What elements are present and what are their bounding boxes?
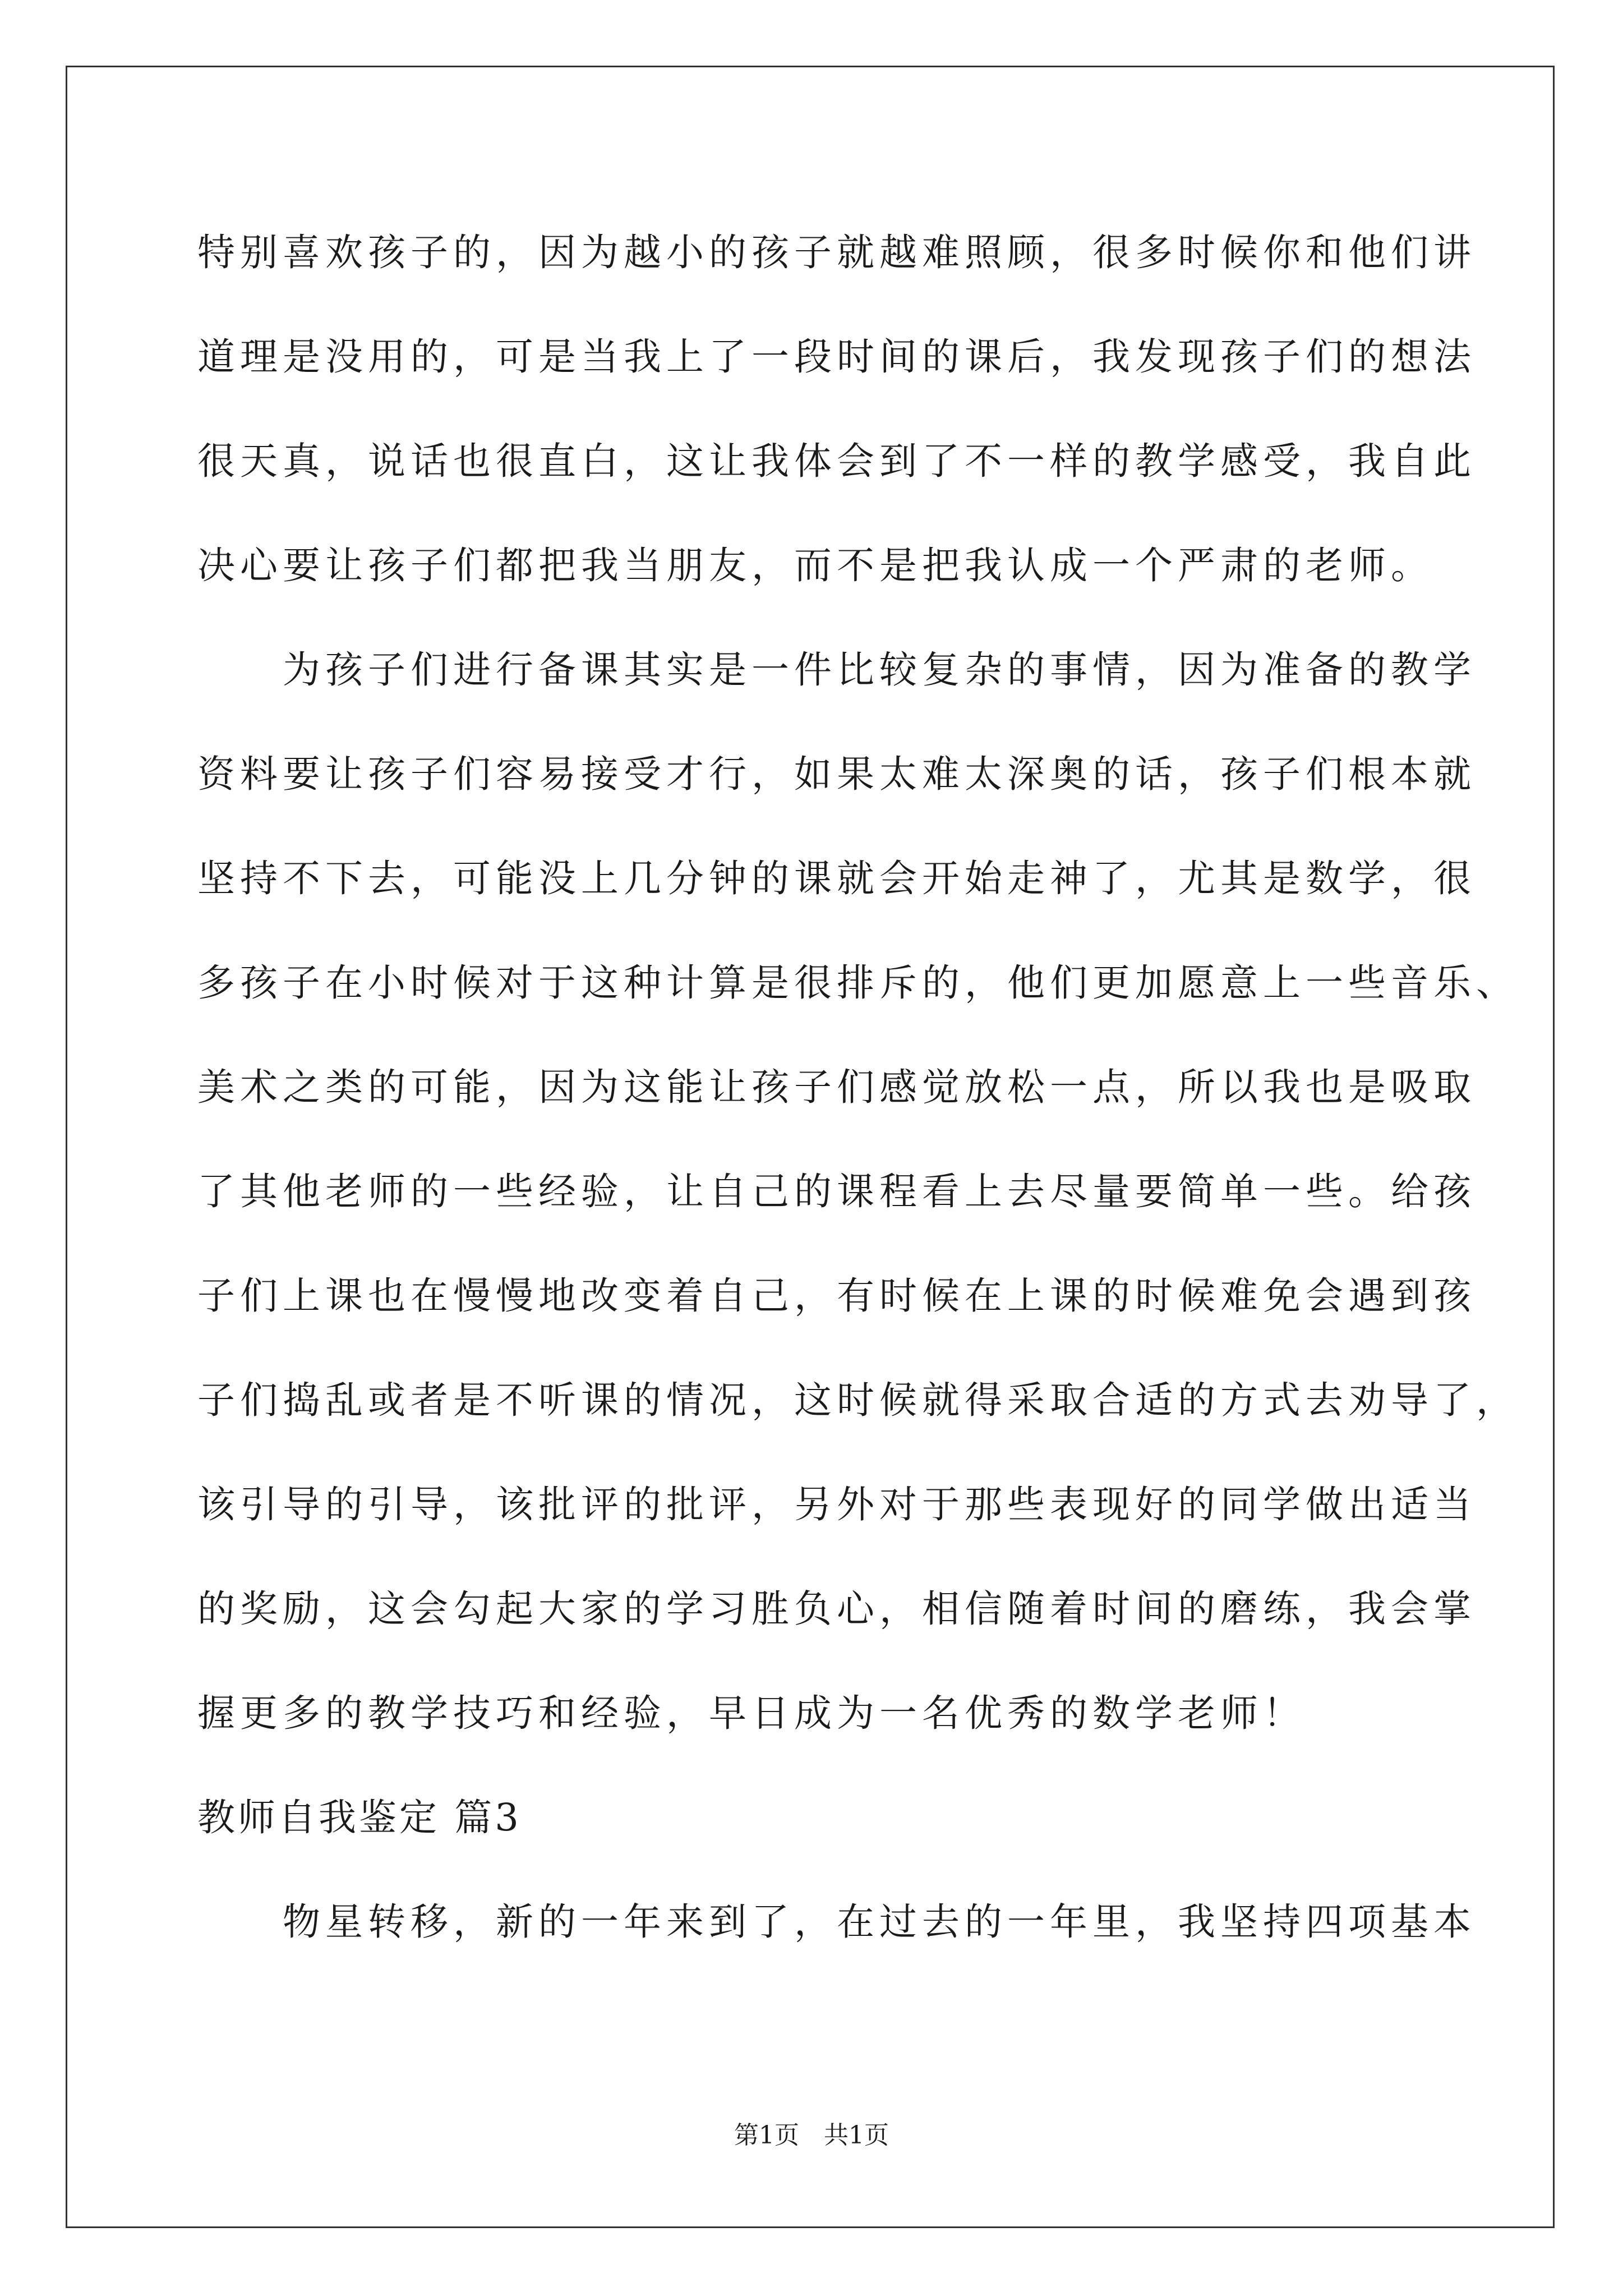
text-line: 多孩子在小时候对于这种计算是很排斥的，他们更加愿意上一些音乐、: [197, 961, 1519, 1005]
page-footer: 第1页 共1页: [734, 2121, 889, 2150]
text-line: 子们上课也在慢慢地改变着自己，有时候在上课的时候难免会遇到孩: [197, 1274, 1476, 1318]
text-line: 的奖励，这会勾起大家的学习胜负心，相信随着时间的磨练，我会掌: [197, 1587, 1476, 1631]
paragraph-2: [197, 636, 1519, 1784]
text-line: 物星转移，新的一年来到了，在过去的一年里，我坚持四项基本: [283, 1900, 1476, 1944]
text-line: 美术之类的可能，因为这能让孩子们感觉放松一点，所以我也是吸取: [197, 1065, 1476, 1109]
text-line: 子们捣乱或者是不听课的情况，这时候就得采取合适的方式去劝导了，: [197, 1378, 1519, 1422]
paragraph-1: [197, 219, 1476, 636]
paragraph-3: [197, 1888, 1476, 1993]
section-heading: 教师自我鉴定 篇3: [197, 1796, 522, 1839]
text-line: 道理是没用的，可是当我上了一段时间的课后，我发现孩子们的想法: [197, 335, 1476, 379]
text-line: 特别喜欢孩子的，因为越小的孩子就越难照顾，很多时候你和他们讲: [197, 231, 1476, 274]
text-line: 该引导的引导，该批评的批评，另外对于那些表现好的同学做出适当: [197, 1483, 1476, 1526]
text-line: 坚持不下去，可能没上几分钟的课就会开始走神了，尤其是数学，很: [197, 857, 1476, 900]
text-line: 资料要让孩子们容易接受才行，如果太难太深奥的话，孩子们根本就: [197, 752, 1476, 796]
text-line: 握更多的教学技巧和经验，早日成为一名优秀的数学老师！: [197, 1691, 1306, 1735]
text-line: 决心要让孩子们都把我当朋友，而不是把我认成一个严肃的老师。: [197, 544, 1433, 587]
text-line: 很天真，说话也很直白，这让我体会到了不一样的教学感受，我自此: [197, 439, 1476, 483]
text-line: 了其他老师的一些经验，让自己的课程看上去尽量要简单一些。给孩: [197, 1170, 1476, 1213]
document-body: [197, 219, 1519, 1993]
text-line: 为孩子们进行备课其实是一件比较复杂的事情，因为准备的教学: [283, 648, 1476, 692]
